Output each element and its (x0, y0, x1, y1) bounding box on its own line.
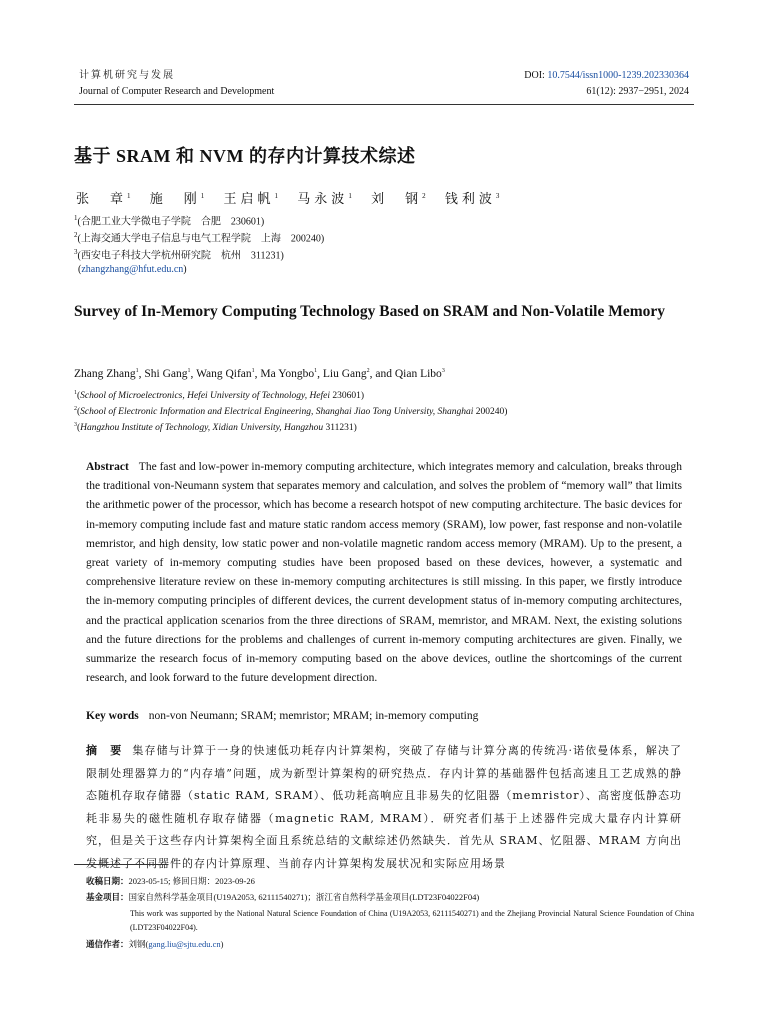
cn-author-sup: 3 (495, 191, 500, 200)
header-rule (74, 104, 694, 105)
en-author: Zhang Zhang (74, 368, 136, 380)
keywords-label: Key words (86, 710, 139, 722)
journal-name-cn: 计算机研究与发展 (79, 70, 175, 81)
cn-author: 张 章 (76, 191, 128, 206)
journal-name-en: Journal of Computer Research and Development (79, 86, 275, 97)
cn-author: 刘 钢 (371, 191, 423, 206)
cn-author-sup: 1 (274, 191, 279, 200)
cn-author-sup: 1 (348, 191, 352, 200)
received-date: 收稿日期：2023-05-15; 修回日期：2023-09-26 (86, 876, 255, 886)
contact-email-link[interactable]: gang.liu@sjtu.edu.cn (148, 939, 221, 949)
journal-header (79, 68, 274, 100)
cn-abstract-text: 集存储与计算于一身的快速低功耗存内计算架构，突破了存储与计算分离的传统冯·诺依曼体系，解决了限制处理器算力的“内存墙”问题，成为新型计算架构的研究热点．存内计算的基础器件包括高速且工艺成熟的静态随机存取存储器（static RAM, SRAM）、低功耗高响应且非易失的忆阻器（memristor）、高密度低静态功耗非易失的磁性随机存取存储器（magnetic RAM, MRAM）．研究者们基于上述器件完成大量存内计算研究，但是关于这些存内计算架构全面且系统总结的文献综述仍然缺失．首先从 SRAM、忆阻器、MRAM 方向出发概述了不同器件的存内计算原理、当前存内计算架构发展状况和实际应用场景 (86, 744, 682, 870)
cn-author: 王启帆 (223, 191, 275, 206)
cn-author-sup: 2 (422, 191, 426, 200)
abstract-text: The fast and low-power in-memory computing architecture, which integrates memory and calculation, breaks through the traditional von-Neumann system that separates memory and calculation, and solves the problem of “memory wall” that limits the arithmetic power of the processor, which has become a research hotspot of new computing architecture. The basic devices for in-memory computing include fast and mature static random access memory (SRAM), low power, fast response and non-volatile memristor, and high density, low static power and non-volatile magnetic random access memory (MRAM). Up to the present, a great variety of in-memory computing studies have been proposed based on these devices, however, a systematic and comprehensive literature review on these in-memory computing architectures is still missing. In this paper, we firstly introduce the in-memory computing principles of different devices, the current development status of in-memory computing architectures, and the practical application scenarios from the three directions of SRAM, memristor, and MRAM. Next, the existing solutions and the future directions for the problems and challenges of current in-memory computing architectures are given. Finally, we summarize the research focus of in-memory computing based on the above devices, outline the shortcomings of the current research, and look forward to the future development direction. (86, 461, 682, 685)
keywords-text: non-von Neumann; SRAM; memristor; MRAM; in-memory computing (148, 710, 479, 722)
contact-email: (zhangzhang@hfut.edu.cn) (78, 264, 187, 275)
footnote-rule (74, 864, 168, 865)
en-affiliation: $^2$(School of Electronic Information and Electrical Engineering, Shanghai Jiao Tong University, Shanghai 200240) (74, 406, 508, 418)
cn-author: 钱利波 (444, 191, 496, 206)
corresponding-author: 通信作者：刘钢(gang.liu@sjtu.edu.cn) (86, 939, 224, 949)
en-author: Liu Gang (322, 368, 367, 380)
fund-info: 基金项目：国家自然科学基金项目(U19A2053, 62111540271)；浙江省自然科学基金项目(LDT23F04022F04) (86, 892, 480, 902)
cn-abstract (86, 740, 682, 875)
cn-affiliation: $^2$(上海交通大学电子信息与电气工程学院 上海 200240) (74, 231, 325, 245)
fund-info-en: This work was supported by the National Natural Science Foundation of China (U19A2053, 62111540271) and the Zhejiang Provincial Natural Science Foundation of China (LDT23F04022F04). (130, 909, 694, 932)
en-title: Survey of In-Memory Computing Technology Based on SRAM and Non-Volatile Memory (74, 303, 666, 320)
cn-author-list (76, 188, 511, 207)
en-affiliation: $^3$(Hangzhou Institute of Technology, Xidian University, Hangzhou 311231) (74, 422, 357, 434)
en-author: Ma Yongbo (260, 368, 315, 380)
en-affiliation: $^1$(School of Microelectronics, Hefei University of Technology, Hefei 230601) (74, 390, 365, 402)
en-author: Shi Gang (144, 368, 188, 380)
en-author-list: Zhang Zhang$^1$, Shi Gang$^1$, Wang Qifan$^1$, Ma Yongbo$^1$, Liu Gang$^2$, and Qian Libo$^3$ (74, 368, 445, 380)
en-author: Qian Libo (394, 368, 442, 380)
abstract-label: Abstract (86, 461, 129, 473)
keywords (86, 710, 478, 722)
cn-author: 施 刚 (149, 191, 201, 206)
en-author: Wang Qifan (196, 368, 252, 380)
cn-abstract-label: 摘 要 (86, 744, 123, 757)
doi-block (524, 68, 689, 100)
cn-affiliation: $^1$(合肥工业大学微电子学院 合肥 230601) (74, 214, 265, 228)
email-link[interactable]: zhangzhang@hfut.edu.cn (81, 264, 184, 275)
doi-link[interactable]: 10.7544/issn1000-1239.202330364 (547, 70, 689, 81)
cn-author-sup: 1 (200, 191, 205, 200)
doi-label: DOI: (524, 70, 548, 81)
cn-affiliation: $^3$(西安电子科技大学杭州研究院 杭州 311231) (74, 248, 284, 262)
cn-title: 基于 SRAM 和 NVM 的存内计算技术综述 (74, 146, 416, 166)
cn-author-sup: 1 (127, 191, 131, 200)
cn-author: 马永波 (297, 191, 349, 206)
abstract (86, 458, 682, 688)
issue-info: 61(12): 2937−2951, 2024 (586, 86, 689, 97)
